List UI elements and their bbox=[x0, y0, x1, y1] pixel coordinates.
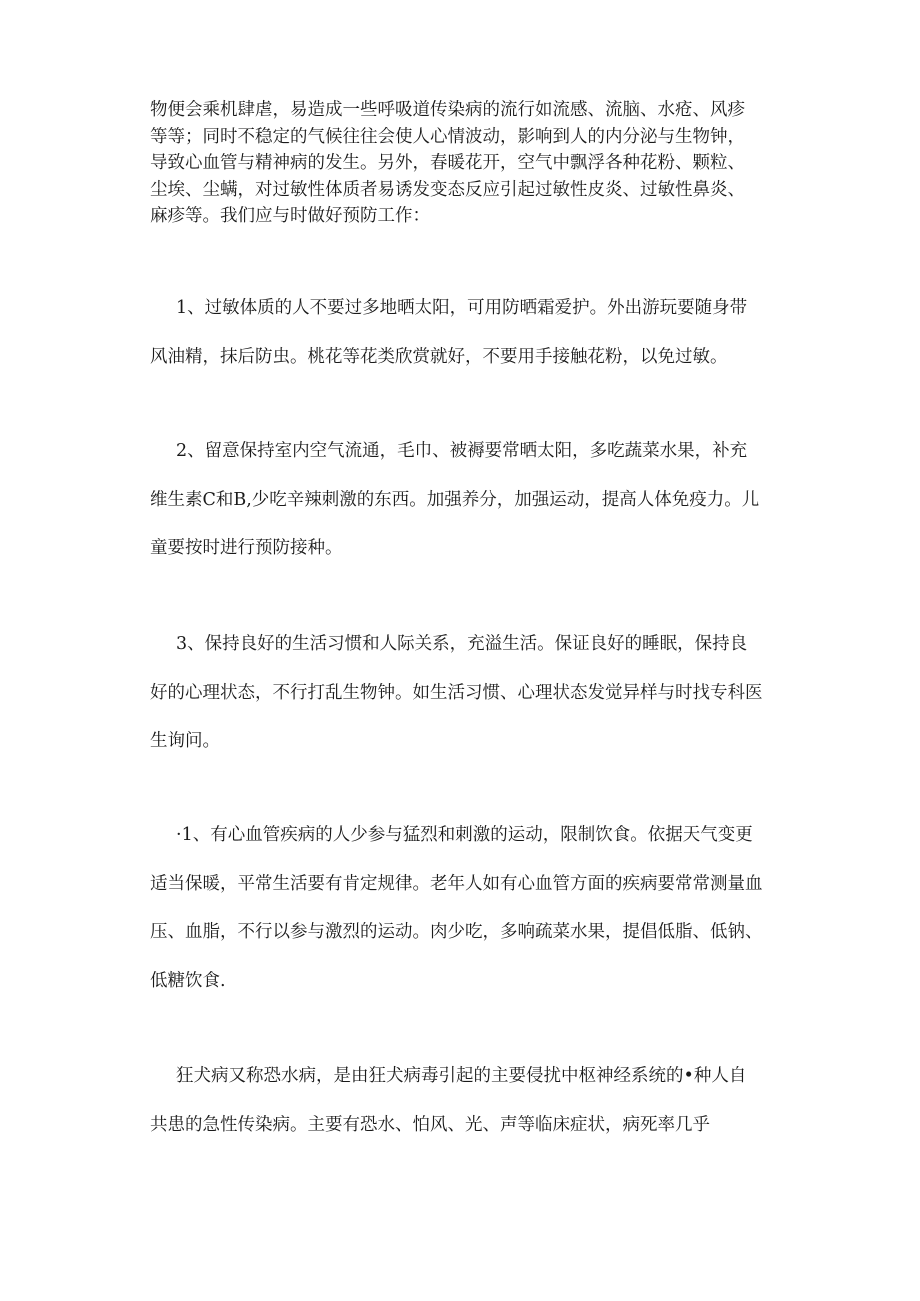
text-line: 2、留意保持室内空气流通，毛巾、被褥要常晒太阳，多吃蔬菜水果，补充 bbox=[176, 441, 748, 461]
text-line: 好的心理状态，不行打乱生物钟。如生活习惯、心理状态发觉异样与时找专科医 bbox=[150, 682, 763, 703]
text-line: 共患的急性传染病。主要有恐水、怕风、光、声等临床症状，病死率几乎 bbox=[150, 1114, 710, 1135]
text-line: 导致心血管与精神病的发生。另外，春暖花开，空气中飘浮各种花粉、颗粒、 bbox=[150, 153, 745, 173]
paragraph-rabies bbox=[150, 1052, 790, 1149]
text-line: 狂犬病又称恐水病，是由狂犬病毒引起的主要侵扰中枢神经系统的•种人自 bbox=[176, 1066, 747, 1086]
text-line: 1、过敏体质的人不要过多地晒太阳，可用防晒霜爱护。外出游玩要随身带 bbox=[176, 298, 748, 318]
paragraph-cardiovascular bbox=[150, 811, 790, 1005]
text-line: 生询问。 bbox=[150, 731, 220, 751]
text-line: 3、保持良好的生活习惯和人际关系，充溢生活。保证良好的睡眠，保持良 bbox=[176, 634, 748, 654]
intro-paragraph bbox=[150, 97, 790, 230]
text-line: 压、血脂，不行以参与激烈的运动。肉少吃，多响疏菜水果，提倡低脂、低钠、 bbox=[150, 922, 763, 942]
paragraph-ventilation bbox=[150, 427, 790, 573]
paragraph-lifestyle bbox=[150, 620, 790, 766]
text-line: 麻疹等。我们应与时做好预防工作： bbox=[150, 206, 430, 226]
text-line: 尘埃、尘螨，对过敏性体质者易诱发变态反应引起过敏性皮炎、过敏性鼻炎、 bbox=[150, 179, 745, 200]
text-line: 等等；同时不稳定的气候往往会使人心情波动，影响到人的内分泌与生物钟， bbox=[150, 126, 745, 147]
text-line: 维生素C和B,少吃辛辣刺激的东西。加强养分，加强运动，提高人体免疫力。儿 bbox=[150, 489, 760, 510]
paragraph-allergy bbox=[150, 284, 790, 381]
text-line: 适当保暖，平常生活要有肯定规律。老年人如有心血管方面的疾病要常常测量血 bbox=[150, 873, 763, 894]
text-line: 童要按时进行预防接种。 bbox=[150, 538, 343, 558]
text-line: 低糖饮食. bbox=[150, 970, 226, 991]
text-line: ·1、有心血管疾病的人少参与猛烈和刺激的运动，限制饮食。依据天气变更 bbox=[176, 825, 753, 845]
text-line: 风油精，抹后防虫。桃花等花类欣赏就好，不要用手接触花粉，以免过敏。 bbox=[150, 346, 728, 367]
text-line: 物便会乘机肆虐，易造成一些呼吸道传染病的流行如流感、流脑、水疮、风疹 bbox=[150, 100, 745, 120]
